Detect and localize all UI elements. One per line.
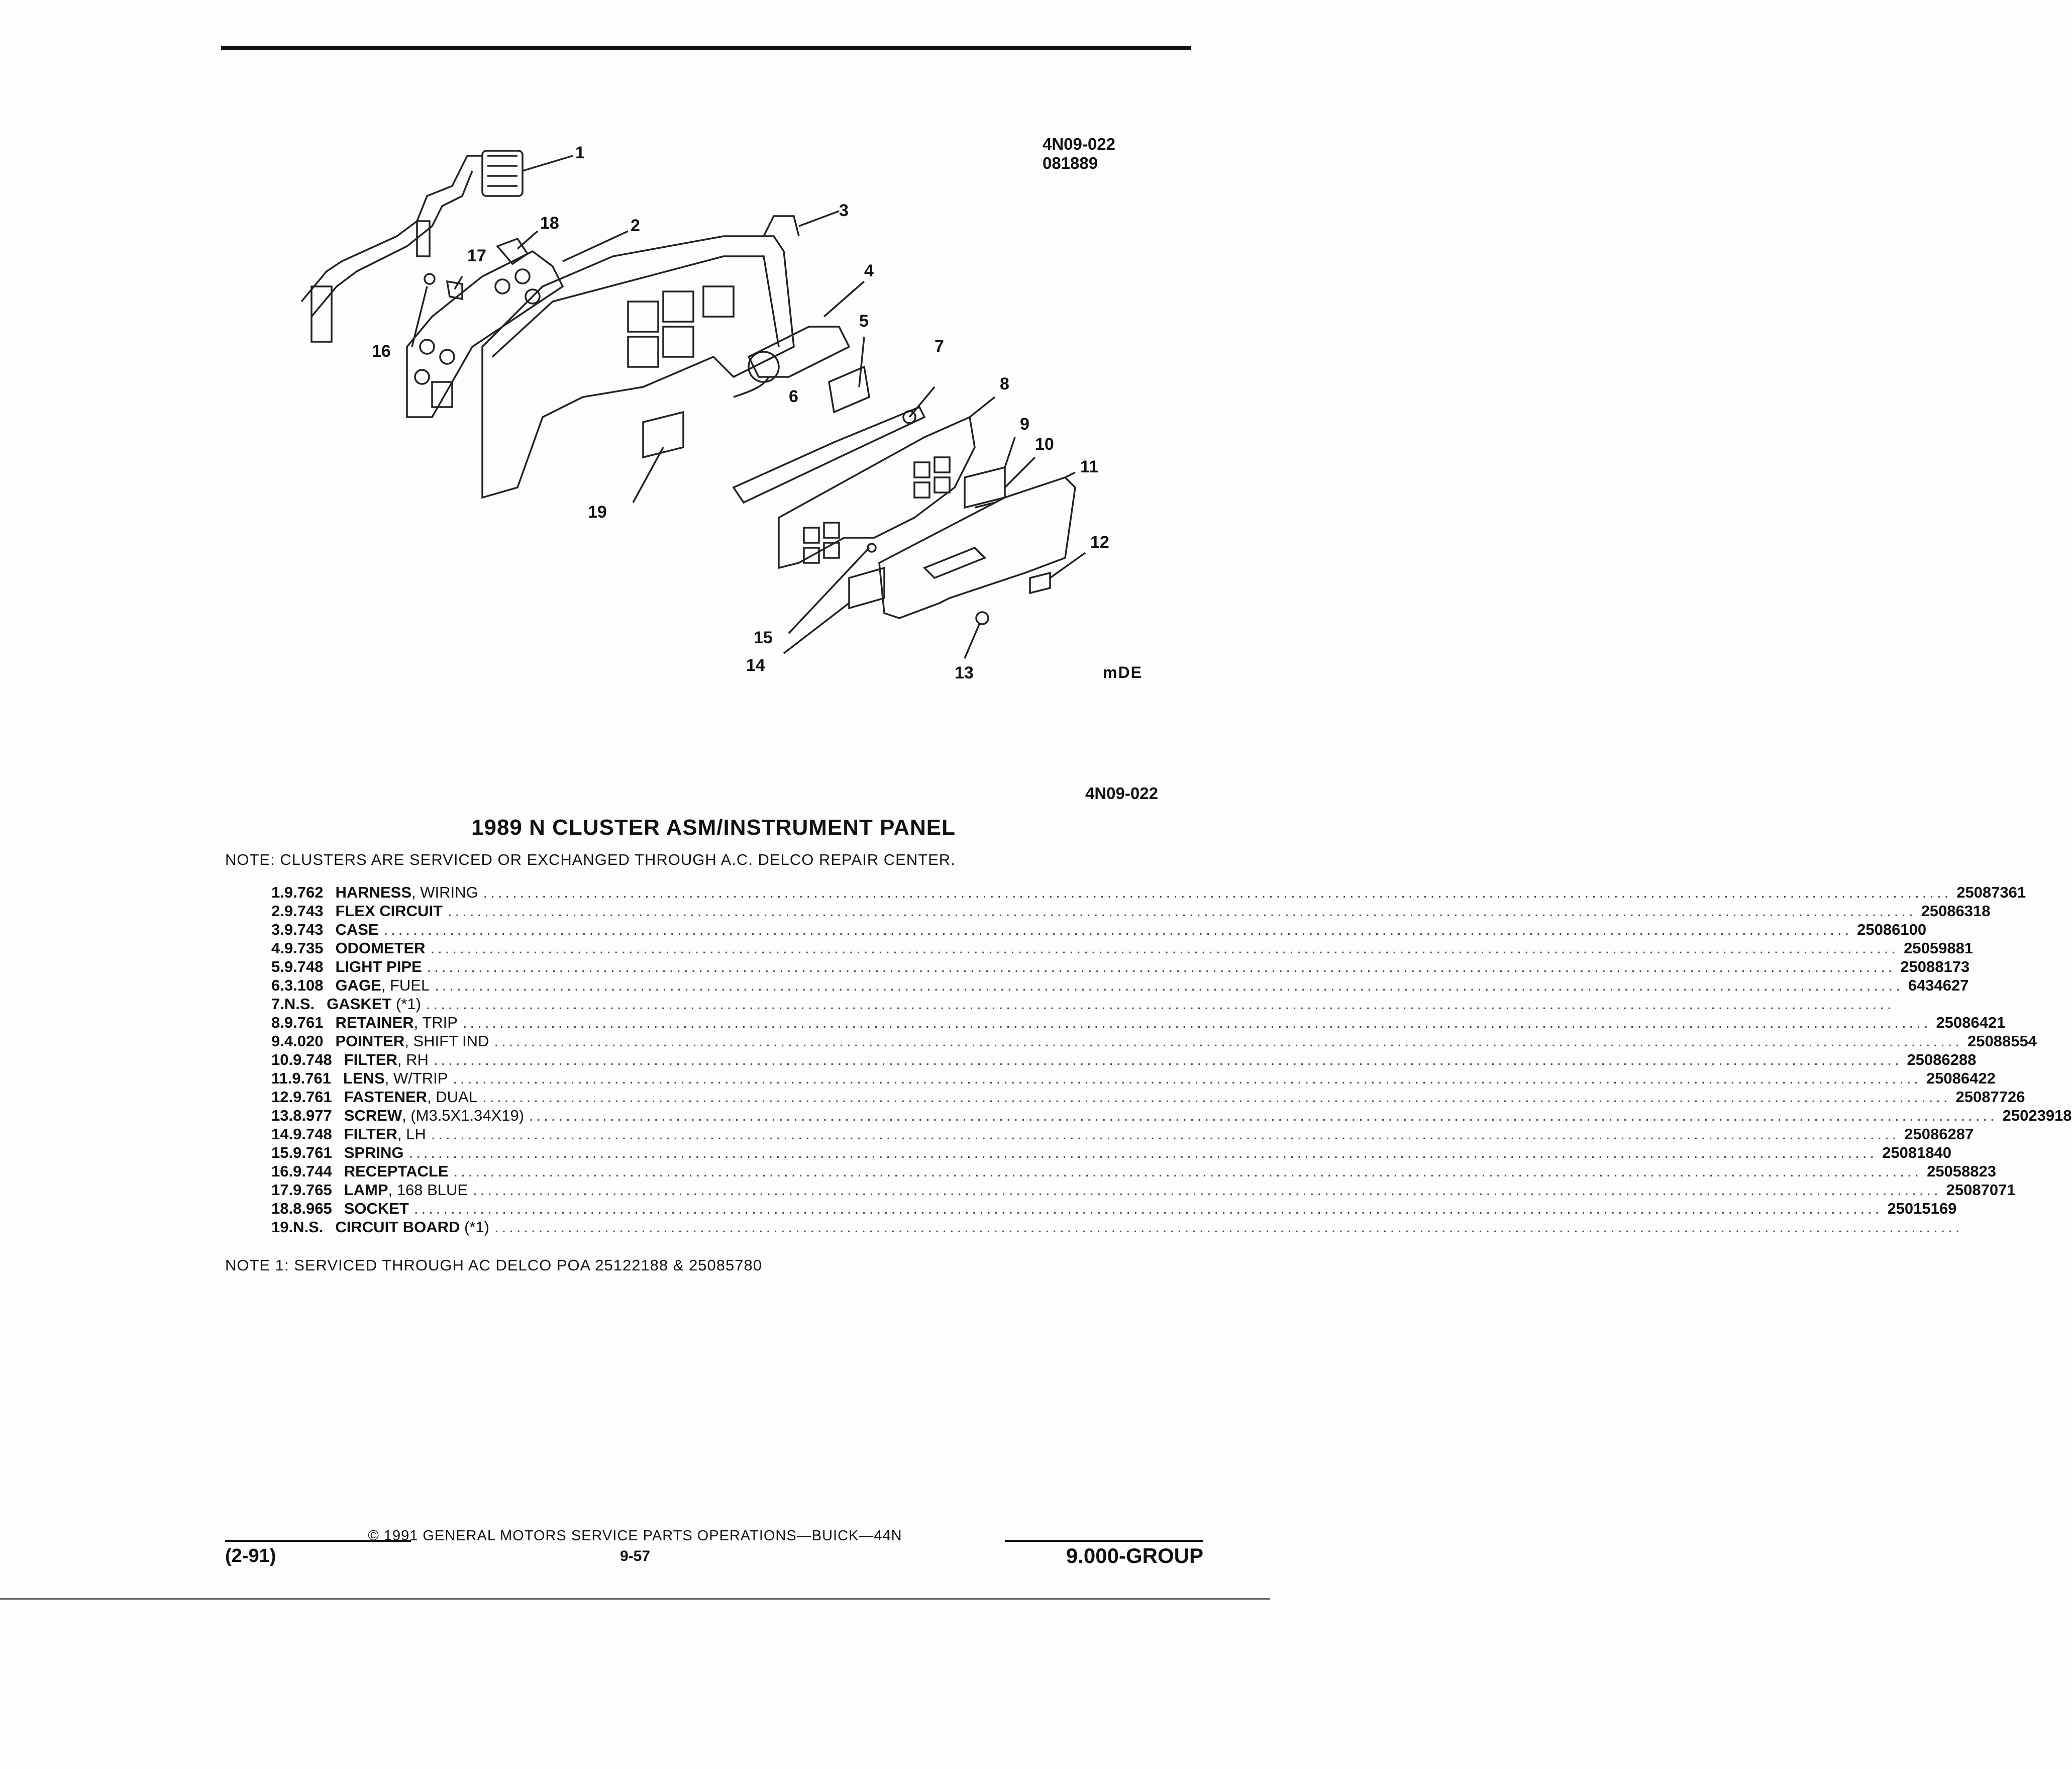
bottom-rule bbox=[0, 1598, 1270, 1600]
leader-dots: ........................................................................................................................................................................................................ bbox=[482, 1088, 1951, 1106]
part-name: GASKET bbox=[327, 995, 392, 1013]
leader-dots: ........................................................................................................................................................................................................ bbox=[435, 976, 1903, 994]
group-number: 9.735 bbox=[284, 939, 324, 957]
part-description bbox=[344, 1144, 404, 1162]
part-description bbox=[335, 939, 425, 957]
leader-dots: ........................................................................................................................................................................................................ bbox=[494, 1218, 1963, 1236]
leader-dots: ........................................................................................................................................................................................................ bbox=[448, 902, 1916, 920]
part-index: 12. bbox=[271, 1088, 293, 1106]
group-number: N.S. bbox=[284, 995, 315, 1013]
part-number: 25087726 bbox=[1955, 1088, 2025, 1106]
callout-2: 2 bbox=[631, 216, 640, 235]
part-number: 25086318 bbox=[1921, 902, 1991, 920]
part-description bbox=[344, 1125, 426, 1143]
group-number: 9.743 bbox=[284, 921, 324, 938]
part-description bbox=[344, 1051, 429, 1069]
leader-dots: ........................................................................................................................................................................................................ bbox=[483, 883, 1952, 901]
callout-15: 15 bbox=[754, 628, 773, 647]
callout-19: 19 bbox=[588, 503, 607, 522]
group-number: 9.765 bbox=[293, 1181, 332, 1199]
group-number: 9.748 bbox=[293, 1125, 332, 1143]
revision-date: (2-91) bbox=[225, 1545, 276, 1566]
part-number: 25087361 bbox=[1956, 883, 2026, 901]
callout-12: 12 bbox=[1090, 533, 1109, 552]
part-description bbox=[335, 921, 378, 939]
part-description bbox=[344, 1162, 449, 1181]
part-number: 25086421 bbox=[1936, 1014, 2006, 1031]
leader-dots: ........................................................................................................................................................................................................ bbox=[426, 995, 1895, 1013]
part-index: 6. bbox=[271, 976, 284, 994]
leader-dots: ........................................................................................................................................................................................................ bbox=[462, 1014, 1931, 1031]
part-description bbox=[335, 1218, 489, 1236]
parts-row bbox=[271, 1125, 1974, 1144]
part-description bbox=[343, 1069, 448, 1088]
part-name: LENS bbox=[343, 1069, 385, 1087]
callout-11: 11 bbox=[1080, 457, 1098, 476]
part-index: 1. bbox=[271, 883, 284, 901]
part-qualifier: , LH bbox=[397, 1125, 426, 1143]
leader-dots: ........................................................................................................................................................................................................ bbox=[408, 1144, 1878, 1161]
leader-dots: ........................................................................................................................................................................................................ bbox=[529, 1107, 1998, 1124]
part-qualifier: , WIRING bbox=[411, 883, 478, 901]
parts-row bbox=[271, 1051, 1977, 1069]
part-index: 13. bbox=[271, 1107, 293, 1124]
part-qualifier: , W/TRIP bbox=[384, 1069, 448, 1087]
leader-dots: ........................................................................................................................................................................................................ bbox=[433, 1051, 1902, 1068]
leader-dots: ........................................................................................................................................................................................................ bbox=[453, 1162, 1922, 1180]
parts-row bbox=[271, 902, 1991, 921]
callout-14: 14 bbox=[746, 656, 765, 675]
group-number: 9.761 bbox=[293, 1144, 332, 1161]
parts-row bbox=[271, 976, 1969, 995]
part-qualifier: , TRIP bbox=[413, 1014, 458, 1031]
header-rule bbox=[221, 46, 1191, 50]
parts-row bbox=[271, 1144, 1952, 1162]
group-number: 9.743 bbox=[284, 902, 324, 920]
part-number: 25087071 bbox=[1946, 1181, 2016, 1199]
group-number: 9.762 bbox=[284, 883, 324, 901]
part-qualifier: (*1) bbox=[391, 995, 421, 1013]
part-index: 19. bbox=[271, 1218, 293, 1236]
leader-dots: ........................................................................................................................................................................................................ bbox=[431, 1125, 1900, 1143]
part-index: 18. bbox=[271, 1200, 293, 1217]
part-number: 6434627 bbox=[1908, 976, 1969, 994]
part-name: POINTER bbox=[335, 1032, 405, 1050]
part-index: 14. bbox=[271, 1125, 293, 1143]
part-index: 15. bbox=[271, 1144, 293, 1161]
parts-row bbox=[271, 1088, 2025, 1107]
part-number: 25086287 bbox=[1904, 1125, 1974, 1143]
parts-row bbox=[271, 1014, 2006, 1032]
parts-row bbox=[271, 921, 1927, 939]
part-name: FILTER bbox=[344, 1125, 397, 1143]
callout-17: 17 bbox=[467, 246, 486, 265]
part-number: 25059881 bbox=[1904, 939, 1974, 957]
part-description bbox=[327, 995, 421, 1013]
page-title: 1989 N CLUSTER ASM/INSTRUMENT PANEL bbox=[471, 815, 956, 840]
leader-dots: ........................................................................................................................................................................................................ bbox=[453, 1069, 1921, 1087]
part-index: 11. bbox=[271, 1069, 292, 1087]
callout-18: 18 bbox=[540, 214, 559, 233]
part-name: SCREW bbox=[344, 1107, 402, 1124]
part-index: 8. bbox=[271, 1014, 284, 1031]
part-qualifier: , FUEL bbox=[381, 976, 430, 994]
group-number: 8.965 bbox=[293, 1200, 332, 1217]
parts-row bbox=[271, 939, 1974, 958]
part-index: 3. bbox=[271, 921, 284, 938]
part-index: 9. bbox=[271, 1032, 284, 1050]
callout-16: 16 bbox=[372, 342, 391, 361]
leader-dots: ........................................................................................................................................................................................................ bbox=[473, 1181, 1941, 1199]
parts-row bbox=[271, 1107, 2072, 1125]
group-number: 9.748 bbox=[293, 1051, 332, 1068]
part-index: 16. bbox=[271, 1162, 293, 1180]
part-description bbox=[344, 1200, 409, 1218]
figure-date: 081889 bbox=[1043, 154, 1098, 172]
part-number: 25088554 bbox=[1967, 1032, 2037, 1050]
part-number: 25086100 bbox=[1857, 921, 1927, 938]
parts-row bbox=[271, 958, 1970, 976]
part-qualifier: , DUAL bbox=[427, 1088, 477, 1106]
part-name: HARNESS bbox=[335, 883, 412, 901]
part-number: 25081840 bbox=[1882, 1144, 1952, 1161]
parts-row bbox=[271, 1069, 1996, 1088]
part-name: SOCKET bbox=[344, 1200, 409, 1217]
part-name: SPRING bbox=[344, 1144, 404, 1161]
part-number: 25086288 bbox=[1907, 1051, 1977, 1068]
group-number: 9.761 bbox=[292, 1069, 331, 1087]
part-number: 25023918 bbox=[2002, 1107, 2072, 1124]
callout-6: 6 bbox=[789, 387, 798, 406]
part-index: 4. bbox=[271, 939, 284, 957]
part-name: FILTER bbox=[344, 1051, 397, 1068]
part-index: 7. bbox=[271, 995, 284, 1013]
part-qualifier: , (M3.5X1.34X19) bbox=[402, 1107, 525, 1124]
part-description bbox=[344, 1181, 468, 1199]
part-name: LAMP bbox=[344, 1181, 388, 1199]
part-index: 17. bbox=[271, 1181, 293, 1199]
part-name: RETAINER bbox=[335, 1014, 414, 1031]
part-description bbox=[335, 1014, 457, 1032]
leader-dots: ........................................................................................................................................................................................................ bbox=[494, 1032, 1963, 1050]
group-number: N.S. bbox=[293, 1218, 324, 1236]
group-label: 9.000-GROUP bbox=[1066, 1544, 1203, 1567]
group-number: 9.744 bbox=[293, 1162, 332, 1180]
part-name: LIGHT PIPE bbox=[335, 958, 422, 975]
part-qualifier: (*1) bbox=[460, 1218, 489, 1236]
part-name: CASE bbox=[335, 921, 379, 938]
part-qualifier: , 168 BLUE bbox=[388, 1181, 468, 1199]
callout-13: 13 bbox=[955, 663, 974, 682]
figure-code: 4N09-022 bbox=[1043, 135, 1115, 153]
part-number: 25015169 bbox=[1887, 1200, 1957, 1217]
service-note: NOTE: CLUSTERS ARE SERVICED OR EXCHANGED THROUGH A.C. DELCO REPAIR CENTER. bbox=[225, 851, 956, 868]
callout-10: 10 bbox=[1035, 435, 1054, 454]
callout-9: 9 bbox=[1020, 415, 1029, 434]
part-qualifier: , RH bbox=[397, 1051, 429, 1068]
part-description bbox=[335, 1032, 489, 1050]
part-number: 25058823 bbox=[1927, 1162, 1997, 1180]
callout-1: 1 bbox=[575, 143, 585, 162]
parts-row bbox=[271, 1181, 2016, 1200]
parts-row bbox=[271, 1162, 1997, 1181]
parts-row bbox=[271, 883, 2026, 902]
part-name: GAGE bbox=[335, 976, 381, 994]
copyright-line: © 1991 GENERAL MOTORS SERVICE PARTS OPERATIONS—BUICK—44N bbox=[368, 1528, 902, 1544]
leader-dots: ........................................................................................................................................................................................................ bbox=[430, 939, 1899, 957]
parts-row bbox=[271, 995, 1895, 1014]
callout-4: 4 bbox=[864, 261, 874, 280]
exploded-view-diagram bbox=[281, 136, 1206, 699]
part-description bbox=[335, 883, 478, 902]
part-description bbox=[335, 976, 430, 995]
group-number: 9.748 bbox=[284, 958, 324, 975]
leader-dots: ........................................................................................................................................................................................................ bbox=[427, 958, 1896, 975]
page-number: 9-57 bbox=[619, 1548, 651, 1564]
parts-list bbox=[271, 883, 2072, 1237]
mde-logo: mDE bbox=[1103, 663, 1143, 681]
part-description bbox=[344, 1088, 477, 1106]
part-description bbox=[335, 958, 422, 976]
part-index: 2. bbox=[271, 902, 284, 920]
callout-3: 3 bbox=[839, 201, 849, 220]
group-number: 9.761 bbox=[293, 1088, 332, 1106]
parts-row bbox=[271, 1218, 1963, 1237]
part-number: 25088173 bbox=[1900, 958, 1970, 975]
group-number: 3.108 bbox=[284, 976, 324, 994]
group-number: 8.977 bbox=[293, 1107, 332, 1124]
figure-code-bottom: 4N09-022 bbox=[1085, 784, 1158, 803]
part-name: FASTENER bbox=[344, 1088, 428, 1106]
callout-7: 7 bbox=[935, 337, 944, 356]
leader-dots: ........................................................................................................................................................................................................ bbox=[383, 921, 1852, 938]
part-name: ODOMETER bbox=[335, 939, 426, 957]
part-index: 10. bbox=[271, 1051, 293, 1068]
callout-8: 8 bbox=[1000, 374, 1009, 394]
part-index: 5. bbox=[271, 958, 284, 975]
part-number: 25086422 bbox=[1926, 1069, 1996, 1087]
callout-5: 5 bbox=[859, 312, 869, 331]
part-qualifier: , SHIFT IND bbox=[404, 1032, 489, 1050]
part-name: RECEPTACLE bbox=[344, 1162, 449, 1180]
part-name: CIRCUIT BOARD bbox=[335, 1218, 460, 1236]
group-number: 4.020 bbox=[284, 1032, 324, 1050]
parts-row bbox=[271, 1200, 1957, 1218]
part-description bbox=[335, 902, 443, 920]
part-name: FLEX CIRCUIT bbox=[335, 902, 443, 920]
group-number: 9.761 bbox=[284, 1014, 324, 1031]
leader-dots: ........................................................................................................................................................................................................ bbox=[413, 1200, 1883, 1217]
part-description bbox=[344, 1107, 524, 1125]
parts-row bbox=[271, 1032, 2037, 1051]
footnote-1: NOTE 1: SERVICED THROUGH AC DELCO POA 25122188 & 25085780 bbox=[225, 1256, 762, 1274]
